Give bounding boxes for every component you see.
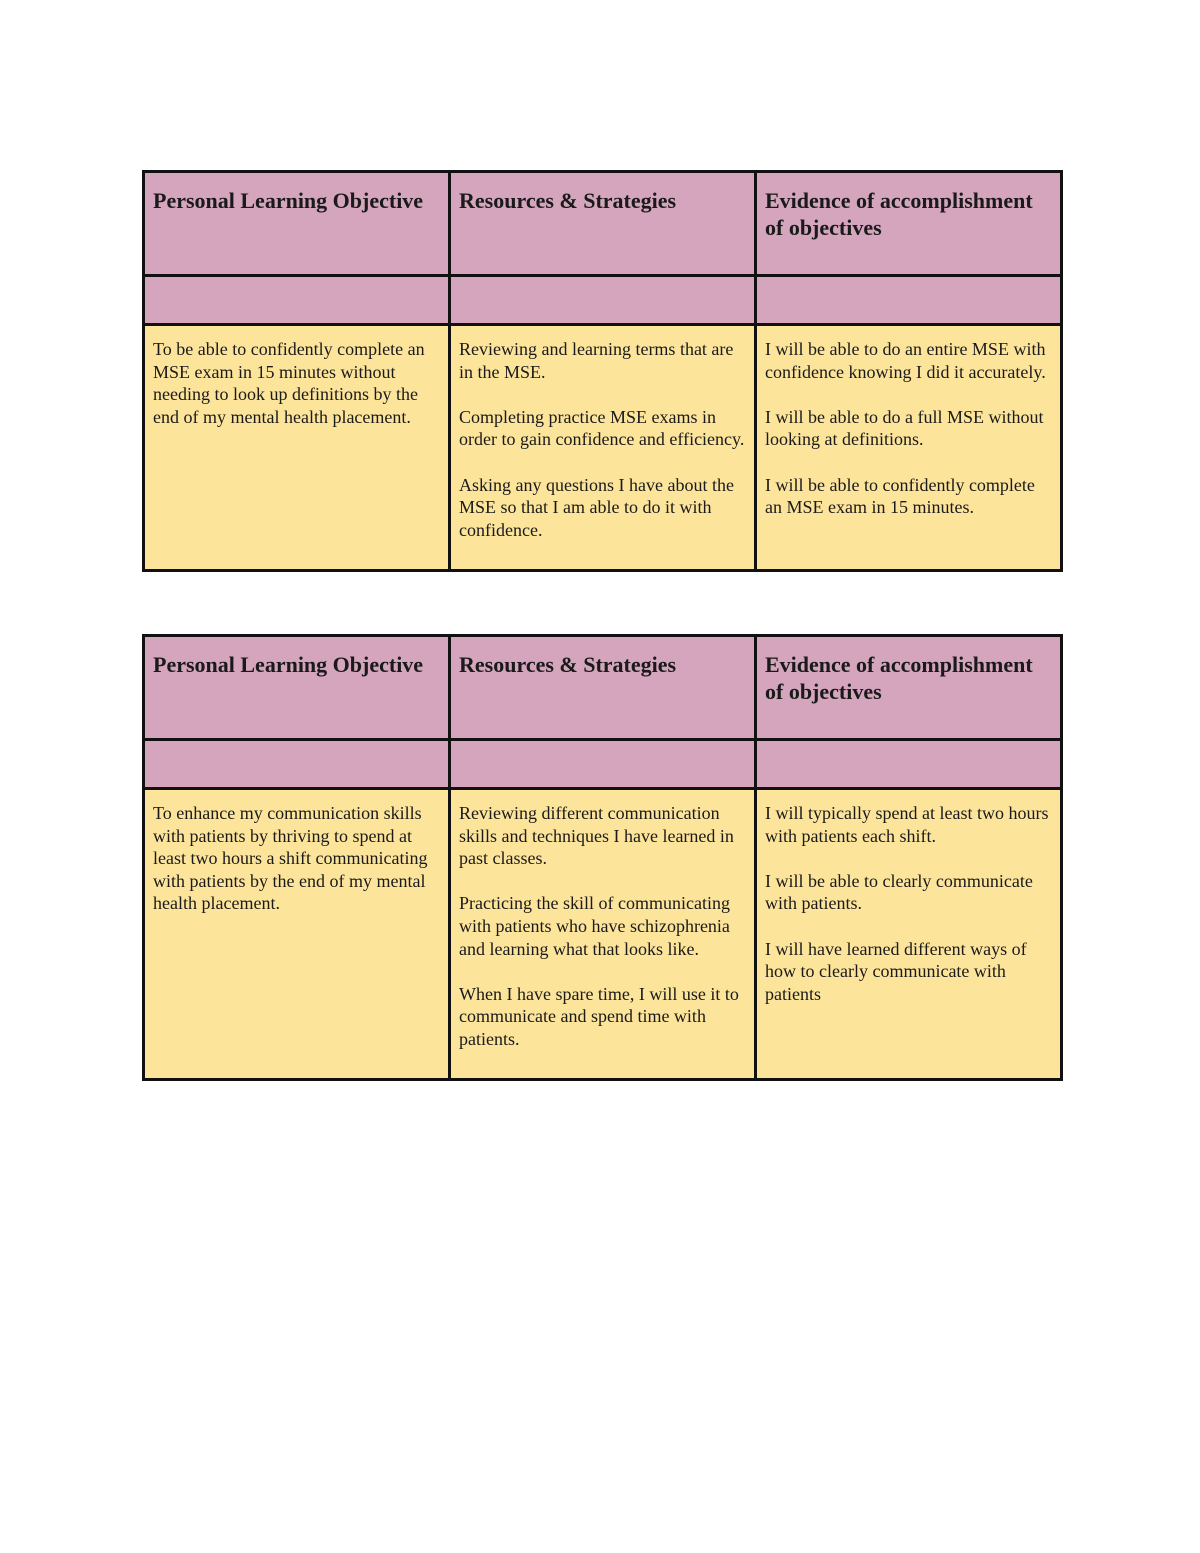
objective-text: To be able to confidently complete an MSE exam in 15 minutes without needing to look up definitions by the end of my mental health placement. (153, 339, 425, 427)
blank-cell (144, 740, 450, 789)
blank-cell (756, 740, 1062, 789)
evidence-item: I will typically spend at least two hours with patients each shift. (765, 803, 1049, 846)
header-cell-evidence (756, 636, 1062, 740)
header-cell-strategies (450, 636, 756, 740)
evidence-item: I will be able to do a full MSE without looking at definitions. (765, 406, 1044, 450)
strategies-cell (450, 789, 756, 1080)
blank-cell (144, 276, 450, 325)
blank-cell (756, 276, 1062, 325)
header-cell-objective (144, 636, 450, 740)
header-objective-label: Personal Learning Objective (153, 188, 424, 213)
blank-cell (450, 276, 756, 325)
table-blank-row (144, 276, 1062, 325)
objective-cell (144, 325, 450, 571)
objective-text: To enhance my communication skills with patients by thriving to spend at least two hours a shift communicating with patients by the end of my mental health placement. (153, 803, 428, 914)
table-content-row (144, 325, 1062, 571)
strategies-cell (450, 325, 756, 571)
strategy-item: Practicing the skill of communicating with patients who have schizophrenia and learning what that looks like. (459, 893, 730, 959)
blank-cell (450, 740, 756, 789)
strategy-item: Reviewing different communication skills and techniques I have learned in past classes. (459, 803, 734, 869)
header-cell-objective (144, 172, 450, 276)
table-header-row (144, 172, 1062, 276)
evidence-item: I will have learned different ways of how to clearly communicate with patients (765, 938, 1027, 1004)
header-objective-label: Personal Learning Objective (153, 652, 424, 677)
table-header-row (144, 636, 1062, 740)
table-blank-row (144, 740, 1062, 789)
header-strategies-label: Resources & Strategies (459, 652, 677, 677)
evidence-cell (756, 325, 1062, 571)
header-strategies-label: Resources & Strategies (459, 188, 677, 213)
header-evidence-label: Evidence of accomplishment of objectives (765, 652, 1033, 704)
learning-objective-table-1 (142, 170, 1063, 572)
strategy-item: Reviewing and learning terms that are in the MSE. (459, 339, 734, 382)
table-content-row (144, 789, 1062, 1080)
strategy-item: Completing practice MSE exams in order to gain confidence and efficiency. (459, 406, 745, 450)
header-cell-strategies (450, 172, 756, 276)
objective-cell (144, 789, 450, 1080)
evidence-item: I will be able to do an entire MSE with confidence knowing I did it accurately. (765, 339, 1046, 382)
evidence-item: I will be able to confidently complete an MSE exam in 15 minutes. (765, 474, 1035, 518)
evidence-item: I will be able to clearly communicate with patients. (765, 870, 1033, 914)
learning-objective-table-2 (142, 634, 1063, 1081)
evidence-cell (756, 789, 1062, 1080)
header-evidence-label: Evidence of accomplishment of objectives (765, 188, 1033, 240)
header-cell-evidence (756, 172, 1062, 276)
strategy-item: When I have spare time, I will use it to communicate and spend time with patients. (459, 983, 739, 1049)
strategy-item: Asking any questions I have about the MSE so that I am able to do it with confidence. (459, 474, 734, 540)
